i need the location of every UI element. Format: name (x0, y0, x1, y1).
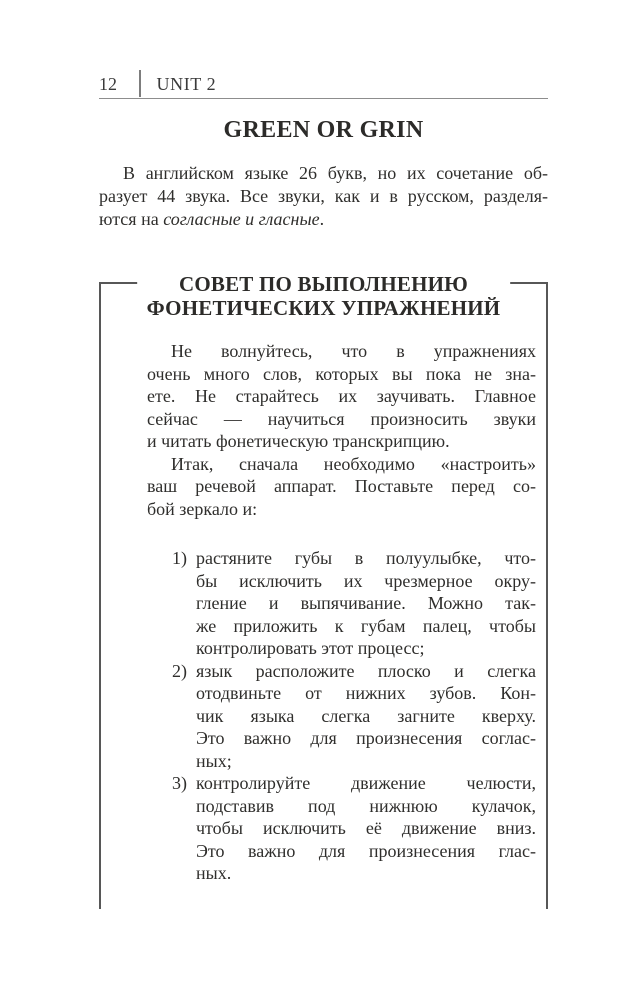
italic-term: согласные и гласные (163, 209, 320, 229)
list-item (172, 660, 536, 773)
text-line: сейчас — научиться произносить звуки (147, 408, 536, 429)
text-line: чик языка слегка загните кверху. (196, 705, 536, 726)
text-line: ных; (196, 750, 232, 771)
list-item-number: 1) (172, 548, 187, 568)
text-line: ваш речевой аппарат. Поставьте перед со- (147, 476, 536, 496)
list-item-text (196, 660, 536, 773)
unit-label: UNIT 2 (156, 74, 217, 94)
text-line: чтобы исключить её движение вниз. (196, 818, 536, 838)
text-line: гление и выпячивание. Можно так- (196, 593, 536, 613)
text-line: очень много слов, которых вы пока не зна- (147, 363, 536, 384)
text-line: Не волнуйтесь, что в упражнениях (171, 341, 536, 361)
text-line: контролировать этот процесс; (196, 638, 425, 658)
advice-title-line: СОВЕТ ПО ВЫПОЛНЕНИЮ (178, 272, 469, 296)
page-number: 12 (99, 74, 117, 94)
text-segment: ются на (99, 209, 164, 229)
advice-paragraph (147, 453, 536, 521)
text-line: В английском языке 26 букв, но их сочетание об- (123, 163, 548, 183)
text-line: же приложить к губам палец, чтобы (196, 615, 536, 636)
text-line: Это важно для произнесения соглас- (196, 728, 536, 748)
advice-box (99, 272, 548, 909)
list-item-number: 2) (172, 660, 187, 681)
text-line: контролируйте движение челюсти, (196, 773, 536, 793)
chapter-title: GREEN OR GRIN (223, 117, 424, 143)
text-line: и читать фонетическую транскрипцию. (147, 431, 450, 451)
advice-box-title (137, 272, 511, 320)
list-item-text (196, 772, 536, 885)
advice-title-line: ФОНЕТИЧЕСКИХ УПРАЖНЕНИЙ (146, 296, 501, 320)
text-line: бой зеркало и: (147, 498, 258, 519)
text-line: ете. Не старайтесь их заучивать. Главное (147, 386, 536, 406)
text-segment: . (319, 209, 325, 229)
text-line: Это важно для произнесения глас- (196, 840, 536, 861)
text-line: подставив под нижнюю кулачок, (196, 795, 536, 816)
list-item (172, 772, 536, 885)
text-line: язык расположите плоско и слегка (196, 660, 536, 681)
text-line: бы исключить их чрезмерное окру- (196, 570, 536, 591)
list-item-text (196, 547, 536, 660)
text-line: разует 44 звука. Все звуки, как и в русском, разделя- (99, 186, 548, 206)
text-line: отодвиньте от нижних зубов. Кон- (196, 683, 536, 703)
intro-paragraph (99, 162, 548, 231)
advice-list (147, 547, 536, 885)
page-header (99, 70, 548, 99)
text-line: Итак, сначала необходимо «настроить» (171, 453, 536, 474)
text-line (99, 208, 548, 231)
advice-paragraph (147, 340, 536, 453)
text-line: растяните губы в полуулыбке, что- (196, 548, 536, 568)
header-divider (139, 70, 141, 97)
list-item-number: 3) (172, 773, 187, 793)
text-line: ных. (196, 863, 232, 883)
list-item (172, 547, 536, 660)
